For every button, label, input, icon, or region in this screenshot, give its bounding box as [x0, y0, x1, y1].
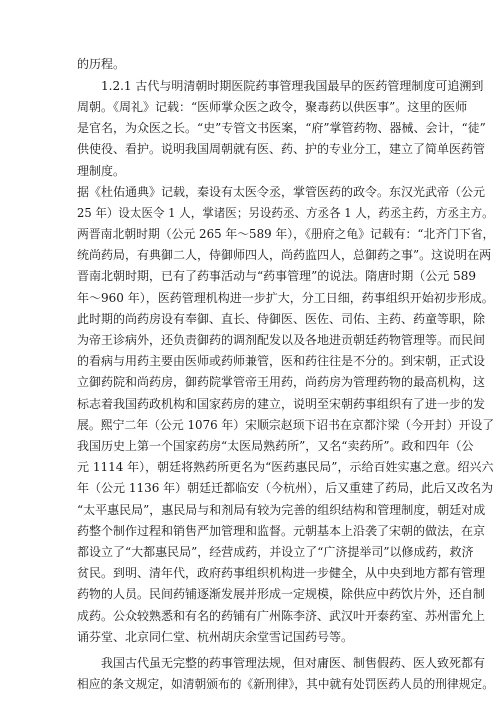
text-line: 此时期的尚药房设有奉御、直长、侍御医、医佐、司佑、主药、药童等职，除 [77, 312, 486, 326]
text-line: 立御药院和尚药房，御药院掌管帝王用药，尚药房为管理药物的最高机构，这 [77, 375, 486, 389]
text-line: 相应的条文规定，如清朝颁布的《新刑律》，其中就有处罚医药人员的刑律规定。 [77, 677, 495, 691]
text-line: 年～960 年），医药管理机构进一步扩大，分工日细，药事组织开始初步形成。 [77, 291, 494, 305]
text-line: 我国历史上第一个国家药房“太医局熟药所”，又名“卖药所”。政和四年（公 [77, 439, 474, 453]
text-line: 标志着我国药政机构和国家药房的建立，说明至宋朝药事组织有了进一步的发 [77, 397, 486, 411]
text-line: 药物的人员。民间药铺逐渐发展并形成一定规模，除供应中药饮片外，还自制 [77, 587, 486, 601]
text-line: 的历程。 [77, 57, 126, 71]
text-line: 年（公元 1136 年）朝廷迁都临安（今杭州），后又重建了药局，此后又改名为 [77, 481, 494, 495]
text-line: 贫民。到明、清年代，政府药事组织机构进一步健全，从中央到地方都有管理 [77, 566, 486, 580]
text-line: 我国古代虽无完整的药事管理法规，但对庸医、制售假药、医人致死都有 [77, 656, 486, 670]
text-line: 据《杜佑通典》记载，秦设有太医令丞，掌管医药的政令。东汉光武帝（公元 [77, 185, 486, 199]
text-line: “太平惠民局”，惠民局与和剂局有较为完善的组织结构和管理制度，朝廷对成 [77, 503, 486, 517]
text-line: 为帝王诊病外，还负责御药的调剂配发以及各地进贡朝廷药物管理等。而民间 [77, 333, 486, 347]
text-line: 25 年）设太医令 1 人，掌诸医；另设药丞、方丞各 1 人，药丞主药，方丞主方。 [77, 206, 494, 220]
text-line: 药整个制作过程和销售严加管理和监督。元朝基本上沿袭了宋朝的做法，在京 [77, 524, 486, 538]
text-line: 周朝。《周礼》记载：“医师掌众医之政令，聚毒药以供医事”。这里的医师 [77, 100, 468, 114]
text-line: 展。熙宁二年（公元 1076 年）宋顺宗赵顼下诏书在京都汴梁（今开封）开设了 [77, 418, 495, 432]
text-line: 理制度。 [77, 164, 126, 178]
text-line: 元 1114 年），朝廷将熟药所更名为“医药惠民局”，示给百姓实惠之意。绍兴六 [77, 460, 494, 474]
text-line: 的看病与用药主要由医师或药师兼管，医和药往往是不分的。到宋朝，正式设 [77, 354, 486, 368]
text-line: 诵芬堂、北京同仁堂、杭州胡庆余堂雪记国药号等。 [77, 630, 354, 644]
text-line: 供使役、看护。说明我国周朝就有医、药、护的专业分工，建立了简单医药管 [77, 142, 486, 156]
text-line: 是官名，为众医之长。“史”专管文书医案，“府”掌管药物、器械、会计，“徒” [77, 121, 486, 135]
text-line: 成药。公众较熟悉和有名的药铺有广州陈李济、武汉叶开泰药室、苏州雷允上 [77, 609, 486, 623]
text-line: 晋南北朝时期，已有了药事活动与“药事管理”的说法。隋唐时期（公元 589 [77, 269, 476, 283]
text-line: 1.2.1 古代与明清朝时期医院药事管理我国最早的医药管理制度可追溯到 [77, 79, 484, 93]
text-line: 都设立了“大都惠民局”，经营成药，并设立了“广济提举司”以修成药，救济 [77, 545, 474, 559]
text-line: 两晋南北朝时期（公元 265 年～589 年），《册府之龟》记载有：“北齐门下省， [77, 227, 495, 241]
text-line: 统尚药局，有典御二人，侍御师四人，尚药监四人，总御药之事”。这说明在两 [77, 248, 492, 262]
